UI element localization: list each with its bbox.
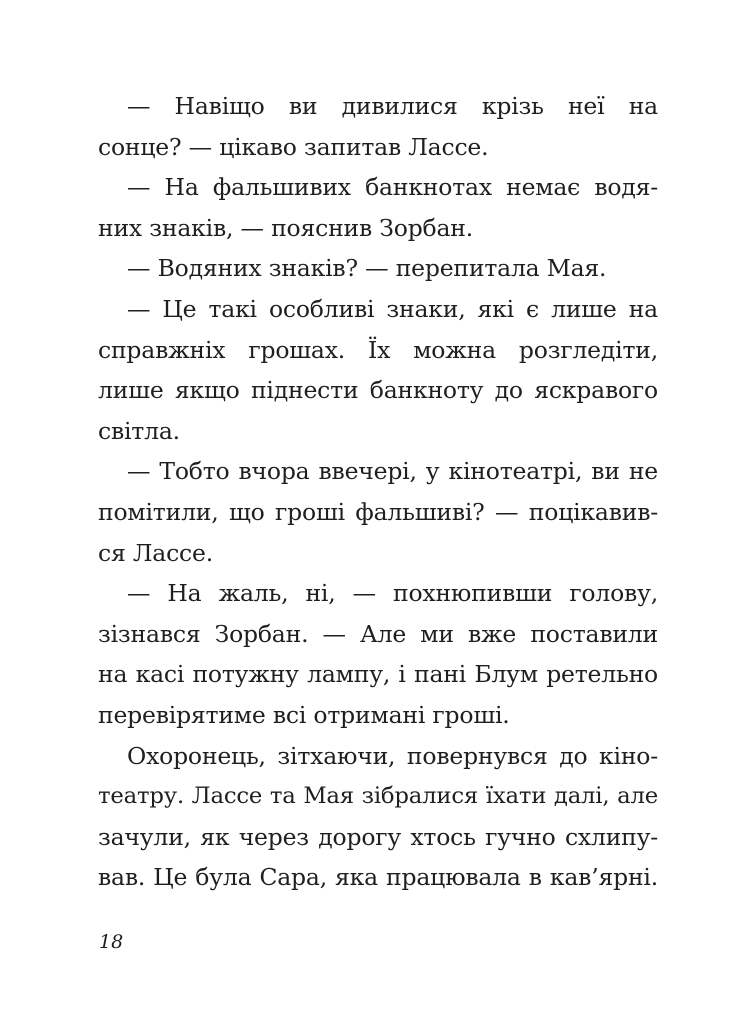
text-line: них знаків, — пояснив Зорбан.	[98, 213, 474, 242]
text-line: справжніх грошах. Їх можна розгледіти,	[98, 335, 658, 364]
text-line: — Це такі особливі знаки, які є лише на	[127, 294, 658, 323]
text-line: зачули, як через дорогу хтось гучно схлипу-	[98, 822, 658, 851]
text-line: театру. Лассе та Мая зібралися їхати далі, але	[98, 783, 658, 810]
text-line: на касі потужну лампу, і пані Блум ретельно	[98, 660, 658, 689]
text-line: перевірятиме всі отримані гроші.	[98, 700, 510, 729]
text-line: зізнався Зорбан. — Але ми вже поставили	[98, 619, 658, 648]
text-line: — Водяних знаків? — перепитала Мая.	[127, 254, 607, 283]
text-line: вав. Це була Сара, яка працювала в кав’ярні.	[98, 863, 658, 892]
text-line: — На жаль, ні, — похнюпивши голову,	[127, 579, 658, 608]
text-line: — Тобто вчора ввечері, у кінотеатрі, ви не	[127, 457, 658, 486]
text-line: — На фальшивих банкнотах немає водя-	[127, 173, 658, 202]
text-line: — Навіщо ви дивилися крізь неї на	[127, 92, 658, 120]
page-number: 18	[99, 931, 124, 953]
text-line: ся Лассе.	[98, 538, 213, 567]
text-line: світла.	[98, 416, 180, 445]
text-line: помітили, що гроші фальшиві? — поцікавив-	[98, 497, 658, 526]
text-line: сонце? — цікаво запитав Лассе.	[98, 132, 489, 161]
text-line: Охоронець, зітхаючи, повернувся до кіно-	[127, 741, 658, 770]
body-text	[98, 86, 658, 898]
text-line: лише якщо піднести банкноту до яскравого	[98, 376, 658, 405]
